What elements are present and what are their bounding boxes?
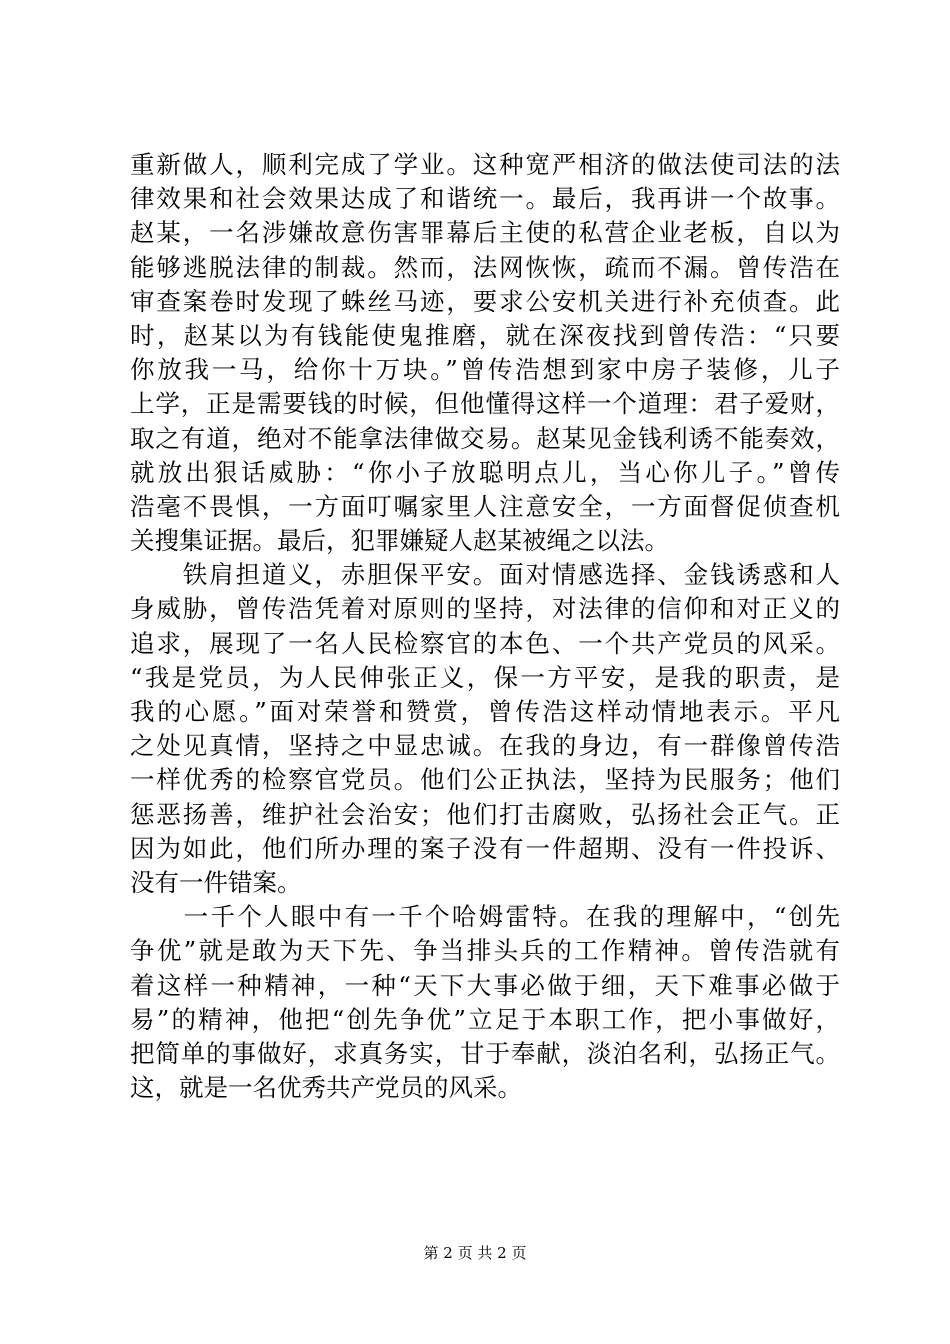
text-line: 因为如此，他们所办理的案子没有一件超期、没有一件投诉、: [130, 833, 840, 863]
text-line: 易”的精神，他把“创先争优”立足于本职工作，把小事做好，: [130, 1004, 840, 1034]
text-line: 取之有道，绝对不能拿法律做交易。赵某见金钱利诱不能奏效，: [130, 423, 840, 453]
text-line: 关搜集证据。最后，犯罪嫌疑人赵某被绳之以法。: [130, 526, 669, 556]
text-line: 律效果和社会效果达成了和谐统一。最后，我再讲一个故事。: [130, 184, 840, 214]
text-line: 时，赵某以为有钱能使鬼推磨，就在深夜找到曾传浩：“只要: [130, 320, 840, 350]
text-line: 能够逃脱法律的制裁。然而，法网恢恢，疏而不漏。曾传浩在: [130, 252, 840, 282]
text-line: 我的心愿。”面对荣誉和赞赏，曾传浩这样动情地表示。平凡: [130, 697, 840, 726]
text-line: 重新做人，顺利完成了学业。这种宽严相济的做法使司法的法: [130, 150, 840, 179]
text-line: 你放我一马，给你十万块。”曾传浩想到家中房子装修，儿子: [130, 355, 840, 385]
text-line: 上学，正是需要钱的时候，但他懂得这样一个道理：君子爱财，: [130, 389, 840, 419]
text-line: 一千个人眼中有一千个哈姆雷特。在我的理解中，“创先: [130, 902, 840, 932]
text-line: 铁肩担道义，赤胆保平安。面对情感选择、金钱诱惑和人: [130, 560, 840, 590]
text-line: 就放出狠话威胁：“你小子放聪明点儿，当心你儿子。”曾传: [130, 457, 840, 487]
text-line: 赵某，一名涉嫌故意伤害罪幕后主使的私营企业老板，自以为: [130, 218, 840, 248]
text-line: 惩恶扬善，维护社会治安；他们打击腐败，弘扬社会正气。正: [130, 799, 840, 829]
text-line: 争优”就是敢为天下先、争当排头兵的工作精神。曾传浩就有: [130, 936, 840, 966]
text-line: 之处见真情，坚持之中显忠诚。在我的身边，有一群像曾传浩: [130, 731, 840, 761]
text-line: 把简单的事做好，求真务实，甘于奉献，淡泊名利，弘扬正气。: [130, 1038, 840, 1068]
text-line: 没有一件错案。: [130, 867, 302, 897]
text-line: 一样优秀的检察官党员。他们公正执法，坚持为民服务；他们: [130, 765, 840, 795]
text-line: 追求，展现了一名人民检察官的本色、一个共产党员的风采。: [130, 628, 840, 658]
document-body: [130, 148, 840, 1105]
text-line: 着这样一种精神，一种“天下大事必做于细，天下难事必做于: [130, 970, 840, 1000]
text-line: 浩毫不畏惧，一方面叮嘱家里人注意安全，一方面督促侦查机: [130, 491, 840, 521]
text-line: 身威胁，曾传浩凭着对原则的坚持，对法律的信仰和对正义的: [130, 594, 840, 624]
text-line: 审查案卷时发现了蛛丝马迹，要求公安机关进行补充侦查。此: [130, 286, 840, 316]
text-line: 这，就是一名优秀共产党员的风采。: [130, 1073, 522, 1103]
page-footer: 第 2 页 共 2 页: [423, 1244, 527, 1262]
text-line: “我是党员，为人民伸张正义，保一方平安，是我的职责，是: [130, 662, 840, 692]
